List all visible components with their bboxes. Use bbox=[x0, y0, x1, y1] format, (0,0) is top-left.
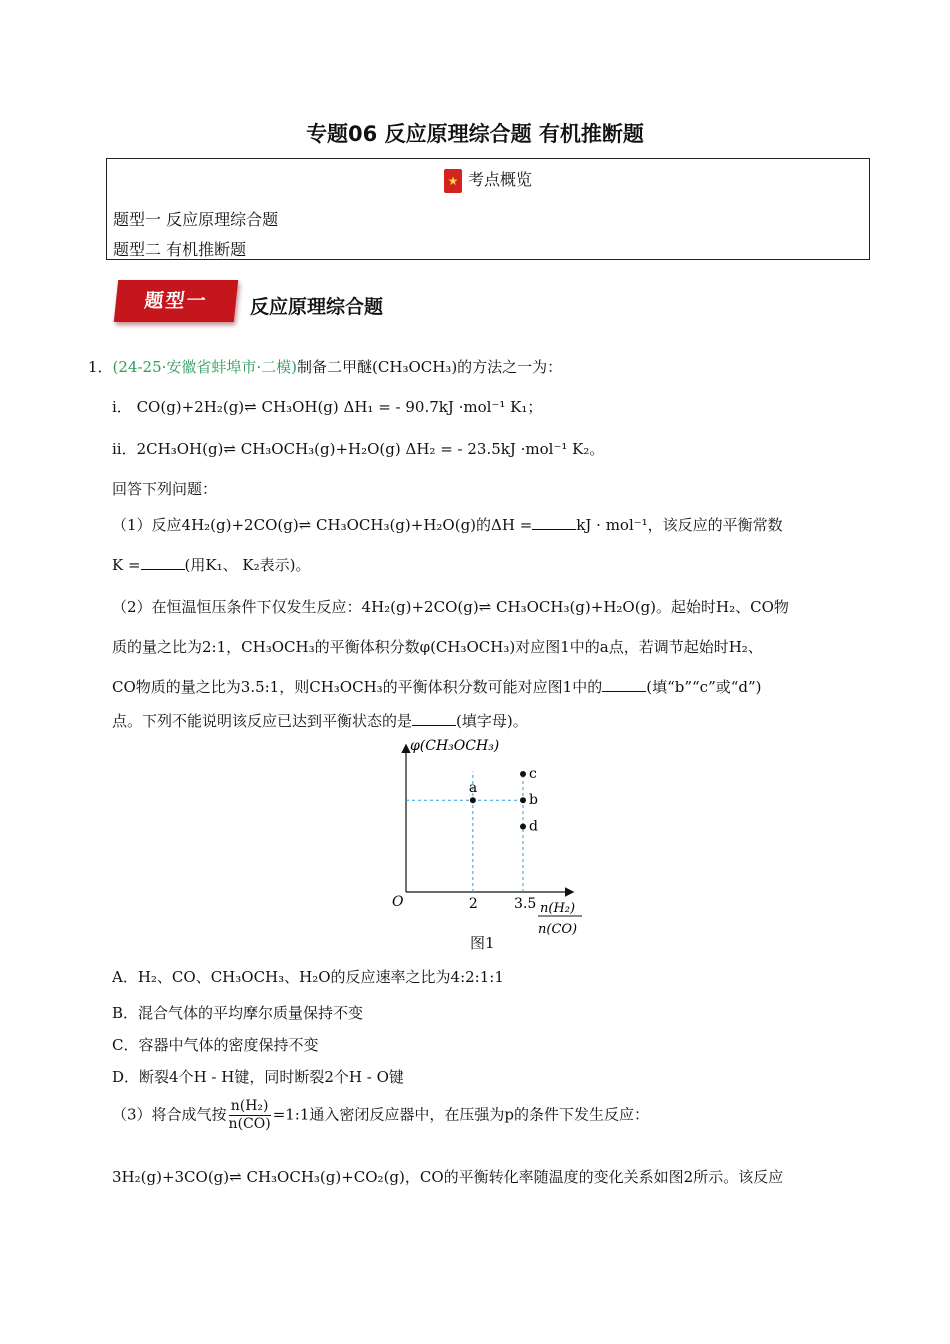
part2-line3 bbox=[112, 676, 762, 697]
answer-blank[interactable] bbox=[532, 517, 576, 530]
part2-text-e: 点。下列不能说明该反应已达到平衡状态的是 bbox=[112, 712, 413, 730]
option-d[interactable]: D．断裂4个H - H键，同时断裂2个H - O键 bbox=[112, 1068, 404, 1086]
point-label-c: c bbox=[529, 766, 537, 783]
option-c[interactable]: C．容器中气体的密度保持不变 bbox=[112, 1036, 319, 1054]
part1-line1 bbox=[112, 514, 783, 535]
part1-line2 bbox=[112, 554, 310, 575]
x-axis-label-den: n(CO) bbox=[538, 922, 578, 937]
book-icon: ★ bbox=[444, 169, 462, 193]
part1-text-b: kJ · mol⁻¹，该反应的平衡常数 bbox=[576, 516, 783, 534]
reaction-ii: ii．2CH₃OH(g)⇌ CH₃OCH₃(g)+H₂O(g) ΔH₂ = - 23.5kJ ·mol⁻¹ K₂。 bbox=[112, 440, 605, 458]
option-a[interactable]: A．H₂、CO、CH₃OCH₃、H₂O的反应速率之比为4:2:1:1 bbox=[112, 968, 504, 986]
question-number: 1． bbox=[88, 358, 113, 376]
reaction-i: i． CO(g)+2H₂(g)⇌ CH₃OH(g) ΔH₁ = - 90.7kJ ·mol⁻¹ K₁； bbox=[112, 398, 543, 416]
section-title: 反应原理综合题 bbox=[250, 296, 384, 318]
x-axis-label-num: n(H₂) bbox=[540, 901, 576, 916]
point-label-a: a bbox=[468, 780, 478, 797]
overview-heading bbox=[107, 167, 869, 193]
part2-text-d: (填“b”“c”或“d”) bbox=[646, 678, 762, 696]
part3-text-b: =1:1通入密闭反应器中，在压强为p的条件下发生反应： bbox=[272, 1105, 650, 1124]
part2-line1: （2）在恒温恒压条件下仅发生反应：4H₂(g)+2CO(g)⇌ CH₃OCH₃(g)+H₂O(g)。起始时H₂、CO物 bbox=[112, 598, 789, 616]
figure-1-caption: 图1 bbox=[470, 934, 495, 952]
fraction-denominator: n(CO) bbox=[228, 1116, 271, 1132]
overview-heading-text: 考点概览 bbox=[467, 170, 532, 189]
part3-text-a: （3）将合成气按 bbox=[112, 1105, 227, 1124]
overview-item: 题型二 有机推断题 bbox=[113, 240, 247, 259]
part3-line1 bbox=[112, 1098, 649, 1133]
part1-text-a: （1）反应4H₂(g)+2CO(g)⇌ CH₃OCH₃(g)+H₂O(g)的ΔH = bbox=[112, 516, 533, 534]
part3-line2: 3H₂(g)+3CO(g)⇌ CH₃OCH₃(g)+CO₂(g)，CO的平衡转化率随温度的变化关系如图2所示。该反应 bbox=[112, 1168, 784, 1186]
overview-box bbox=[106, 158, 870, 260]
part2-line2: 质的量之比为2:1，CH₃OCH₃的平衡体积分数φ(CH₃OCH₃)对应图1中的a点，若调节起始时H₂、 bbox=[112, 638, 763, 656]
part2-text-f: (填字母)。 bbox=[456, 712, 528, 730]
part1-text-c: K = bbox=[112, 556, 141, 574]
part2-text-c: CO物质的量之比为3.5:1，则CH₃OCH₃的平衡体积分数可能对应图1中的 bbox=[112, 678, 603, 696]
answer-blank[interactable] bbox=[412, 713, 456, 726]
page-title: 专题06 反应原理综合题 有机推断题 bbox=[306, 122, 644, 146]
x-tick-label: 2 bbox=[468, 896, 478, 912]
part1-text-d: (用K₁、 K₂表示)。 bbox=[184, 556, 311, 574]
answer-blank[interactable] bbox=[141, 557, 185, 570]
x-tick-label: 3.5 bbox=[514, 896, 537, 912]
data-point-c bbox=[520, 771, 526, 777]
answer-prompt: 回答下列问题： bbox=[112, 480, 218, 498]
answer-blank[interactable] bbox=[602, 679, 646, 692]
fraction-numerator: n(H₂) bbox=[229, 1098, 271, 1116]
ratio-fraction bbox=[229, 1098, 271, 1133]
option-b[interactable]: B．混合气体的平均摩尔质量保持不变 bbox=[112, 1004, 364, 1022]
section-badge: 题型一 bbox=[114, 280, 238, 322]
part2-line4 bbox=[112, 710, 528, 731]
overview-item: 题型一 反应原理综合题 bbox=[113, 210, 279, 229]
question-intro-text: 制备二甲醚(CH₃OCH₃)的方法之一为： bbox=[297, 358, 563, 376]
point-label-b: b bbox=[529, 792, 538, 809]
origin-label: O bbox=[392, 894, 404, 910]
data-point-d bbox=[520, 823, 526, 829]
figure-1-plot bbox=[380, 734, 600, 954]
question-source: (24-25·安徽省蚌埠市·二模) bbox=[112, 358, 298, 376]
question-intro bbox=[88, 356, 562, 377]
point-label-d: d bbox=[529, 818, 538, 835]
data-point-a bbox=[470, 797, 476, 803]
y-axis-label: φ(CH₃OCH₃) bbox=[410, 738, 500, 754]
data-point-b bbox=[520, 797, 526, 803]
